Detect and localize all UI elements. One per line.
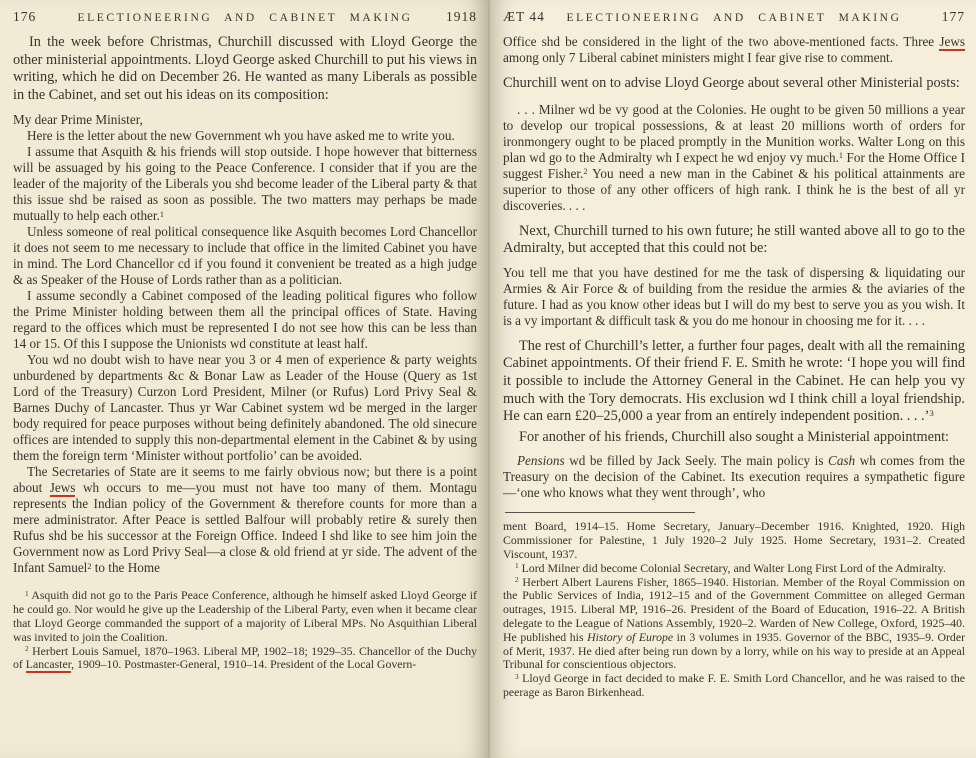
letter-paragraph: You tell me that you have destined for me the task of dispersing & liquidating our Armies & Air Force & of building from the residue the armies & the aviaries of the future. I had as you know other ideas but I will do my best to serve you as you wish. It is a vy important & difficult task & you do me honour in choosing me for it. . . . (503, 264, 965, 328)
footnote-marker: 3 (515, 671, 519, 681)
footnote-marker: 1 (515, 561, 519, 571)
red-underlined-word: Jews (939, 34, 965, 49)
page-number-right: 177 (941, 9, 965, 24)
letter-paragraph-continued: Office shd be considered in the light of the two above-mentioned facts. Three Jews among only 7 Liberal cabinet ministers might I fear give rise to comment. (503, 34, 965, 65)
footnote-marker: 2 (87, 561, 92, 571)
footnote-continued: ment Board, 1914–15. Home Secretary, January–December 1916. Knighted, 1920. High Commissioner for Palestine, 1 July 1920–2 July 1925. Home Secretary, 1931–2. Created Viscount, 1937. (503, 519, 965, 561)
red-underlined-word: Jews (49, 480, 76, 496)
italic-text: History of Europe (587, 629, 674, 644)
footnote-marker: 1 (25, 589, 29, 599)
footnote-marker: 1 (159, 209, 164, 219)
footnote-1: $^1$ Asquith did not go to the Paris Peace Conference, although he himself asked Lloyd George if he could go. Nor would he give up the Leadership of the Liberal Party, even when it became clear that Lloyd George commanded the support of a majority of Liberal MPs. No Asquithian Liberal was invited to join the Coalition. (13, 588, 477, 644)
letter-paragraph: I assume secondly a Cabinet composed of the leading political figures who follow the Prime Minister holding between them all the principal offices of State. Having regard to the offices which must be represented I do not see how this can be less than 14 or 15. Of this I suppose the Unionists wd constitute at least half. (13, 288, 477, 352)
footnote-2: $^2$ Herbert Albert Laurens Fisher, 1865–1940. Historian. Member of the Royal Commission on the Public Services of India, 1912–15 and of the Government Committee on alleged German outrages, 1915. Liberal MP, 1916–26. President of the Board of Education, 1916–22. A British delegate to the League of Nations Assembly, 1920–2. Warden of New College, Oxford, 1925–40. He published his History of Europe in 3 volumes in 1935. Governor of the BBC, 1935–9. Order of Merit, 1937. He died after being run down by a lorry, while on his way to preside at an Appeal Tribunal for conscientious objectors. (503, 574, 965, 672)
footnote-marker: 2 (25, 644, 29, 654)
left-page-header (13, 9, 477, 25)
red-underlined-word: Lancaster (25, 657, 72, 672)
running-title-right: ELECTIONEERING AND CABINET MAKING (566, 12, 902, 24)
right-page-header (503, 9, 965, 25)
narrative-paragraph: The rest of Churchill’s letter, a further four pages, dealt with all the remaining Cabinet appointments. Of their friend F. E. Smith he wrote: ‘I hope you will find it possible to include the Attorney General in the Cabinet. He can help you vy much with the Tory democrats. His exclusion wd I think chill a loyal friendship. He can earn £20–25,000 a year from an entirely independent position. . . .’$^3$ (503, 337, 965, 425)
footnote-marker: 1 (838, 150, 844, 160)
footnote-marker: 2 (583, 166, 588, 176)
letter-paragraph: . . . Milner wd be vy good at the Colonies. He ought to be given 50 millions a year to develop our tropical possessions, & at least 20 millions worth of orders for ironmongery ought to be placed promptly in the Munition works. Walter Long on this plan wd go to the Admiralty wh I expect he wd enjoy vy much.$^1$ For the Home Office I suggest Fisher.$^2$ You need a new man in the Cabinet & his political attainments are superior to those of any other officers of high rank. I think he is the best of all yr discoveries. . . . (503, 101, 966, 213)
narrative-paragraph: In the week before Christmas, Churchill discussed with Lloyd George the other ministerial appointments. Lloyd George asked Churchill to put his views in writing, which he did on December 26. He wanted as many Liberals as possible in the Cabinet, and set out his ideas on its composition: (13, 34, 477, 103)
letter-paragraph: I assume that Asquith & his friends will stop outside. I hope however that bitterness will be assuaged by his going to the Peace Conference. I consider that if you are the leader of the majority of the Liberals you shd become leader of the Liberal party & that this issue shd be raised as soon as possible. The two matters may perhaps be made mutually to help each other.$^1$ (13, 144, 477, 224)
running-title-left: ELECTIONEERING AND CABINET MAKING (77, 12, 413, 24)
right-page (488, 0, 976, 758)
footnote-1: $^1$ Lord Milner did become Colonial Secretary, and Walter Long First Lord of the Admiralty. (515, 560, 946, 575)
footnote-3: $^3$ Lloyd George in fact decided to make F. E. Smith Lord Chancellor, and he was raised to the peerage as Baron Birkenhead. (503, 671, 965, 699)
footnote-marker: 2 (515, 575, 519, 585)
page-number-left: 176 (13, 9, 37, 24)
year-marginalia: 1918 (446, 9, 477, 24)
age-marginalia: ÆT 44 (503, 9, 545, 24)
letter-paragraph: Here is the letter about the new Government wh you have asked me to write you. (27, 128, 455, 144)
letter-paragraph: The Secretaries of State are it seems to me fairly obvious now; but there is a point about Jews wh occurs to me—you must not have too many of them. Montagu represents the Indian policy of the Government & therefore counts for more than a mere administrator. After Peace is settled Balfour will probably retire & surely then Rufus shd be his successor at the Foreign Office. Indeed I shd like to see him join the Government now as Lord Privy Seal—a close & old friend at yr side. The advent of the Infant Samuel$^2$ to the Home (13, 464, 477, 576)
italic-text: Pensions (517, 453, 565, 469)
narrative-paragraph: Next, Churchill turned to his own future; he still wanted above all to go to the Admiralty, but accepted that this could not be: (503, 222, 965, 257)
narrative-paragraph: Churchill went on to advise Lloyd George about several other Ministerial posts: (503, 75, 960, 91)
footnote-2: $^2$ Herbert Louis Samuel, 1870–1963. Liberal MP, 1902–18; 1929–35. Chancellor of the Duchy of Lancaster, 1909–10. Postmaster-General, 1910–14. President of the Local Govern- (13, 643, 477, 672)
narrative-paragraph: For another of his friends, Churchill also sought a Ministerial appointment: (519, 428, 950, 445)
right-page-body (503, 34, 965, 700)
letter-salutation: My dear Prime Minister, (13, 112, 143, 128)
letter-paragraph: Pensions wd be filled by Jack Seely. The main policy is Cash wh comes from the Treasury on the decision of the Cabinet. Its execution requires a sympathetic figure—‘one who knows what they went through’, who (503, 453, 965, 501)
footnote-separator (505, 512, 695, 513)
letter-paragraph: You wd no doubt wish to have near you 3 or 4 men of experience & party weights unburdened by departments &c & Bonar Law as Leader of the House (Query as 1st Lord of the Treasury) Curzon Lord President, Milner (or Rufus) Lord Privy Seal & Barnes Duchy of Lancaster. Thus yr War Cabinet system wd be merged in the larger body required for peace purposes without being definitely abandoned. The old sinecure offices are intended to supply this non-departmental element in the Cabinet & by using them the foreign term ‘Minister without portfolio’ can be avoided. (13, 352, 477, 464)
footnote-marker: 3 (929, 408, 934, 419)
italic-text: Cash (828, 453, 856, 469)
letter-paragraph: Unless someone of real political consequence like Asquith becomes Lord Chancellor it does not seem to me necessary to include that office in the limited Cabinet you have in mind. The Lord Chancellor cd if you found it convenient be treated as a high judge & as Speaker of the House of Lords rather than as a politician. (13, 224, 477, 288)
left-page-body (13, 34, 477, 672)
